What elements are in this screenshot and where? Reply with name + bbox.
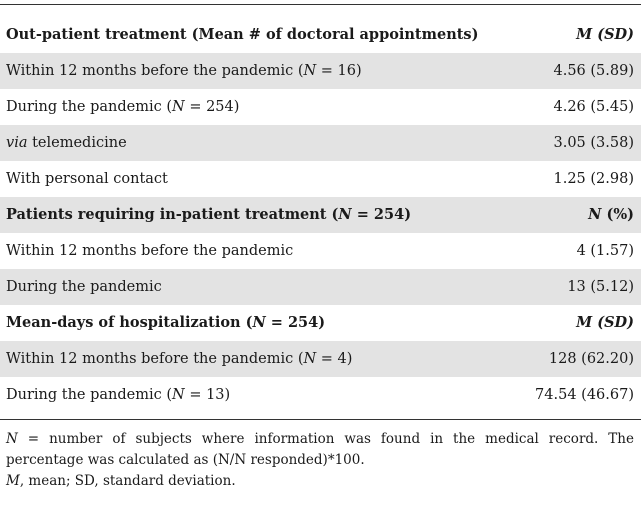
row-label: Within 12 months before the pandemic (N = 16) — [6, 63, 362, 79]
table-row — [0, 341, 641, 377]
row-label: During the pandemic (N = 13) — [6, 387, 231, 403]
row-value: 1.25 (2.98) — [553, 171, 634, 187]
column-header-m-sd: M (SD) — [576, 314, 634, 331]
table-row — [0, 53, 641, 89]
row-value: 4.26 (5.45) — [553, 99, 634, 115]
table-row — [0, 161, 641, 197]
row-label: Within 12 months before the pandemic — [6, 243, 294, 259]
table-row — [0, 269, 641, 305]
row-label: via telemedicine — [6, 135, 127, 151]
row-value: 13 (5.12) — [567, 279, 634, 295]
table-top-rule — [0, 4, 641, 5]
section-header-hospitalization: Mean-days of hospitalization (N = 254) — [6, 314, 326, 331]
section-header-outpatient: Out-patient treatment (Mean # of doctoral appointments) — [6, 26, 479, 43]
footnote-abbreviations: M, mean; SD, standard deviation. — [6, 473, 236, 489]
row-label: During the pandemic — [6, 279, 162, 295]
row-value: 128 (62.20) — [548, 351, 634, 367]
row-label: During the pandemic (N = 254) — [6, 99, 240, 115]
row-value: 74.54 (46.67) — [535, 387, 634, 403]
table-row — [0, 377, 641, 413]
column-header-m-sd: M (SD) — [576, 26, 634, 43]
row-value: 3.05 (3.58) — [553, 135, 634, 151]
table-row — [0, 17, 641, 53]
table-row — [0, 125, 641, 161]
table-row — [0, 197, 641, 233]
row-value: 4 (1.57) — [576, 243, 634, 259]
footnote-n-definition: N = number of subjects where information was found in the medical record. The percentage was calculated as (N/N responded)*100. — [6, 431, 634, 468]
column-header-n-pct: N (%) — [588, 206, 634, 223]
row-value: 4.56 (5.89) — [553, 63, 634, 79]
table-row — [0, 305, 641, 341]
table-bottom-rule — [0, 419, 641, 420]
table-row — [0, 233, 641, 269]
section-header-inpatient: Patients requiring in-patient treatment (N = 254) — [6, 206, 412, 223]
row-label: Within 12 months before the pandemic (N = 4) — [6, 351, 353, 367]
table-row — [0, 89, 641, 125]
row-label: With personal contact — [6, 171, 168, 187]
